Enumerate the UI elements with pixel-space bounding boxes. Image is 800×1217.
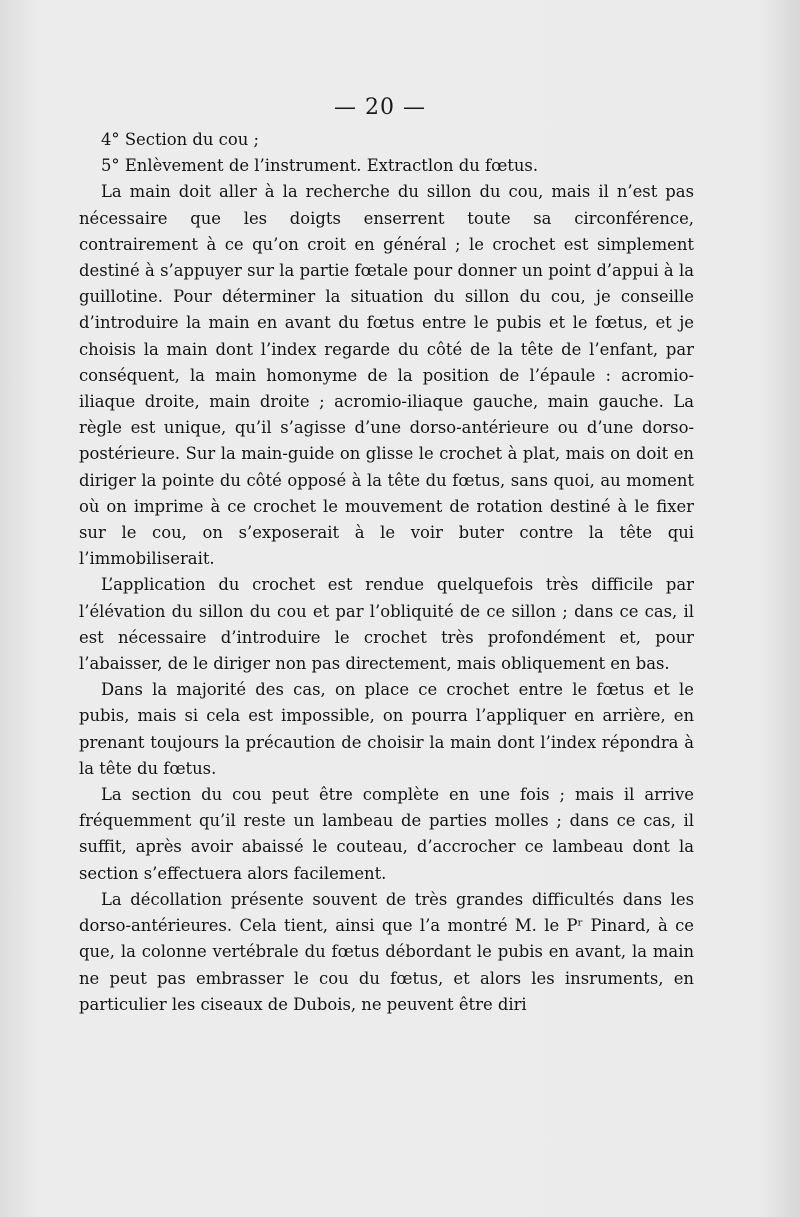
paragraph-4: La section du cou peut être complète en une fois ; mais il arrive fréquemment qu’il reste un lambeau de parties molles ; dans ce cas, il suffit, après avoir abaissé le couteau, d’accrocher ce lambeau dont la section s’effectuera alors facilement. bbox=[79, 785, 694, 883]
paragraph-3: Dans la majorité des cas, on place ce crochet entre le fœtus et le pubis, mais si cela est impossible, on pourra l’appliquer en arrière, en prenant toujours la précaution de choisir la main dont l’index répondra à la tête du fœtus. bbox=[79, 680, 694, 778]
paragraph-5: La décollation présente souvent de très grandes difficultés dans les dorso-antérieures. Cela tient, ainsi que l’a montré M. le Pʳ Pinard, à ce que, la colonne vertébrale du fœtus débordant le pubis en avant, la main ne peut pas embrasser le cou du fœtus, et alors les insruments, en particulier les ciseaux de Dubois, ne peuvent être diri bbox=[79, 889, 694, 1014]
page-body bbox=[79, 127, 694, 1018]
page-number: — 20 — bbox=[334, 95, 426, 120]
list-item-enlevement: 5° Enlèvement de l’instrument. Extractlon du fœtus. bbox=[101, 156, 539, 176]
list-item-section-cou: 4° Section du cou ; bbox=[101, 130, 259, 149]
paragraph-2: L’application du crochet est rendue quelquefois très difficile par l’élévation du sillon du cou et par l’obliquité de ce sillon ; dans ce cas, il est nécessaire d’introduire le crochet très profondément et, pour l’abaisser, de le diriger non pas directement, mais obliquement en bas. bbox=[79, 575, 694, 674]
paragraph-1: La main doit aller à la recherche du sillon du cou, mais il n’est pas nécessaire que les doigts enserrent toute sa circonférence, contrairement à ce qu’on croit en général ; le crochet est simplement destiné à s’appuyer sur la partie fœtale pour donner un point d’appui à la guillotine. Pour déterminer la situation du sillon du cou, je conseille d’introduire la main en avant du fœtus entre le pubis et le fœtus, et je choisis la main dont l’index regarde du côté de la tête de l’enfant, par conséquent, la main homonyme de la position de l’épaule : acromio-iliaque droite, main droite ; acromio-iliaque gauche, main gauche. La règle est unique, qu’il s’agisse d’une dorso-antérieure ou d’une dorso-postérieure. Sur la main-guide on glisse le crochet à plat, mais on doit en diriger la pointe du côté opposé à la tête du fœtus, sans quoi, au moment où on imprime à ce crochet le mouvement de rotation destiné à le fixer sur le cou, on s’exposerait à le voir buter contre la tête qui l’immobiliserait. bbox=[79, 182, 694, 569]
